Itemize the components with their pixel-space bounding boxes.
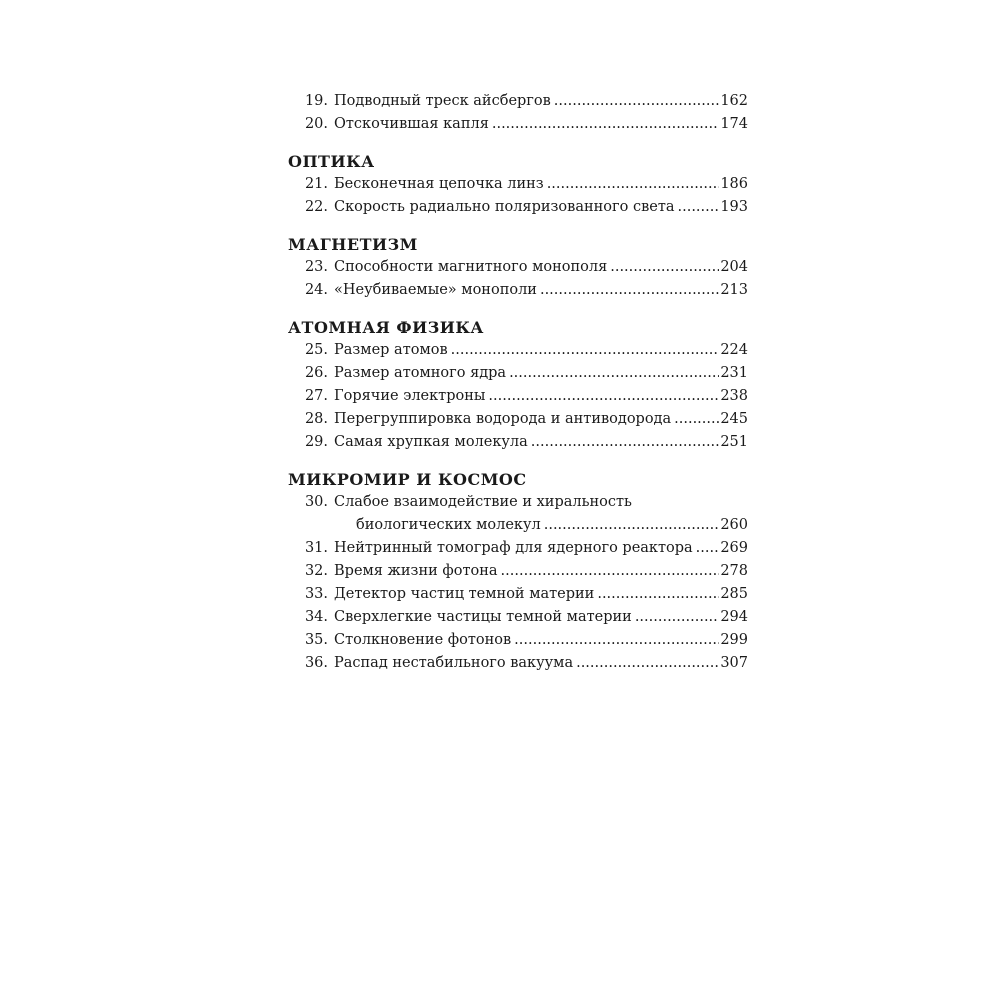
dot-leader [678, 196, 720, 219]
dot-leader [488, 385, 719, 408]
entry-number: 19. [304, 93, 328, 109]
entry-number: 22. [304, 199, 328, 215]
entry-title: Время жизни фотона [334, 563, 498, 579]
entry-number: 27. [304, 388, 328, 404]
dot-leader [451, 339, 720, 362]
dot-leader [547, 173, 720, 196]
entry-page: 278 [720, 563, 748, 579]
entry-page: 224 [720, 342, 748, 358]
entry-number: 36. [304, 655, 328, 671]
entry-number: 29. [304, 434, 328, 450]
entry-title: Нейтринный томограф для ядерного реактора [334, 540, 693, 556]
toc-entry-first-line [288, 491, 748, 514]
dot-leader [531, 431, 720, 454]
entry-page: 285 [720, 586, 748, 602]
dot-leader [509, 362, 719, 385]
entry-title: Скорость радиально поляризованного света [334, 199, 675, 215]
entry-title: «Неубиваемые» монополи [334, 282, 537, 298]
toc-entry [288, 560, 748, 583]
entry-title: Самая хрупкая молекула [334, 434, 528, 450]
entry-number: 23. [304, 259, 328, 275]
dot-leader [544, 514, 720, 537]
dot-leader [597, 583, 719, 606]
toc-entry [288, 256, 748, 279]
entry-title: Отскочившая капля [334, 116, 489, 132]
toc-section-microworld-cosmos [288, 468, 748, 675]
entry-number: 28. [304, 411, 328, 427]
dot-leader [540, 279, 719, 302]
entry-title: Слабое взаимодействие и хиральность [334, 494, 632, 510]
toc-entry [288, 196, 748, 219]
toc-section-atomic-physics [288, 316, 748, 454]
section-heading: МИКРОМИР И КОСМОС [288, 470, 527, 489]
section-heading: ОПТИКА [288, 152, 375, 171]
entry-title: Способности магнитного монополя [334, 259, 608, 275]
entry-number: 31. [304, 540, 328, 556]
entry-title: Детектор частиц темной материи [334, 586, 595, 602]
toc-entry [288, 408, 748, 431]
section-heading: АТОМНАЯ ФИЗИКА [288, 318, 484, 337]
entry-title: Столкновение фотонов [334, 632, 512, 648]
entry-page: 294 [720, 609, 748, 625]
toc-entry [288, 362, 748, 385]
entry-title: Размер атомов [334, 342, 448, 358]
entry-title: Перегруппировка водорода и антиводорода [334, 411, 672, 427]
toc-entry [288, 279, 748, 302]
entry-page: 269 [720, 540, 748, 556]
entry-title: Размер атомного ядра [334, 365, 507, 381]
toc-entry [288, 90, 748, 113]
entry-page: 231 [720, 365, 748, 381]
entry-title: Распад нестабильного вакуума [334, 655, 574, 671]
entry-page: 213 [720, 282, 748, 298]
entry-title: Горячие электроны [334, 388, 486, 404]
entry-number: 33. [304, 586, 328, 602]
entry-page: 162 [720, 93, 748, 109]
entry-page: 307 [720, 655, 748, 671]
toc-section-magnetism [288, 233, 748, 302]
toc-entry [288, 629, 748, 652]
entry-page: 186 [720, 176, 748, 192]
entry-number: 35. [304, 632, 328, 648]
entry-title: Подводный треск айсбергов [334, 93, 551, 109]
entry-title: Бесконечная цепочка линз [334, 176, 544, 192]
entry-page: 238 [720, 388, 748, 404]
toc-entry [288, 385, 748, 408]
entry-number: 21. [304, 176, 328, 192]
entry-page: 245 [720, 411, 748, 427]
toc-entry [288, 652, 748, 675]
toc-section-optics [288, 150, 748, 219]
dot-leader [576, 652, 719, 675]
entry-page: 260 [720, 517, 748, 533]
toc-entry [288, 339, 748, 362]
entry-number: 25. [304, 342, 328, 358]
entry-number: 20. [304, 116, 328, 132]
section-heading: МАГНЕТИЗМ [288, 235, 418, 254]
entry-number: 26. [304, 365, 328, 381]
toc-entry [288, 173, 748, 196]
entry-title-continuation: биологических молекул [356, 517, 541, 533]
dot-leader [554, 90, 720, 113]
table-of-contents [288, 90, 748, 675]
entry-title: Сверхлегкие частицы темной материи [334, 609, 632, 625]
entry-page: 174 [720, 116, 748, 132]
entry-page: 299 [720, 632, 748, 648]
dot-leader [674, 408, 719, 431]
entry-number: 30. [304, 494, 328, 510]
entry-page: 204 [720, 259, 748, 275]
dot-leader [696, 537, 720, 560]
entry-page: 193 [720, 199, 748, 215]
entry-number: 24. [304, 282, 328, 298]
entry-page: 251 [720, 434, 748, 450]
toc-intro-group [288, 90, 748, 136]
dot-leader [501, 560, 720, 583]
entry-number: 32. [304, 563, 328, 579]
toc-entry [288, 606, 748, 629]
entry-number: 34. [304, 609, 328, 625]
dot-leader [492, 113, 719, 136]
dot-leader [514, 629, 719, 652]
toc-entry [288, 537, 748, 560]
toc-entry [288, 113, 748, 136]
toc-entry [288, 431, 748, 454]
dot-leader [635, 606, 720, 629]
dot-leader [610, 256, 719, 279]
toc-entry-continuation [288, 514, 748, 537]
toc-entry [288, 583, 748, 606]
